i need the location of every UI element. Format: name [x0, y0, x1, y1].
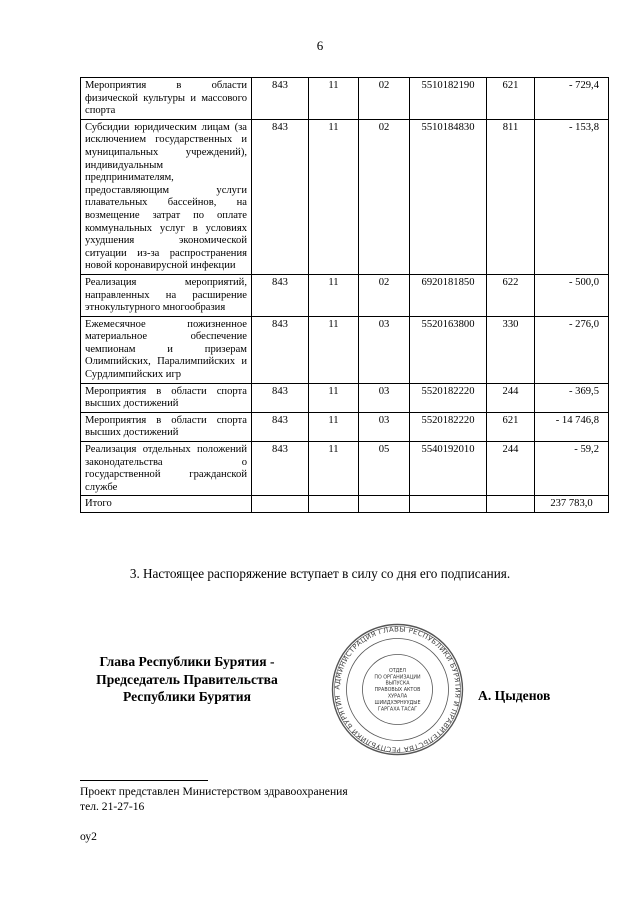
row-target-article: 5520182220 [410, 412, 487, 441]
row-target-article: 5540192010 [410, 442, 487, 496]
row-subsection: 05 [359, 442, 410, 496]
row-amount: - 14 746,8 [535, 412, 609, 441]
row-expense-type: 622 [487, 274, 535, 316]
svg-text:АДМИНИСТРАЦИЯ ГЛАВЫ РЕСПУБЛИКИ: АДМИНИСТРАЦИЯ ГЛАВЫ РЕСПУБЛИКИ БУРЯТИЯ И ПРАВИТЕЛЬСТВА РЕСПУБЛИКИ БУРЯТИЯ [333, 625, 462, 754]
document-code: оу2 [80, 830, 97, 843]
footnote-line: тел. 21-27-16 [80, 800, 145, 813]
row-description: Ежемесячное пожизненное материальное обеспечение чемпионам и призерам Олимпийских, Паралимпийских и Сурдлимпийских игр [81, 316, 252, 383]
total-amount: 237 783,0 [535, 496, 609, 513]
row-amount: - 369,5 [535, 383, 609, 412]
row-section: 11 [309, 119, 359, 274]
row-ministry: 843 [252, 119, 309, 274]
row-description: Субсидии юридическим лицам (за исключением государственных и муниципальных учреждений), индивидуальным предпринимателям, предоставляющим услуги плавательных бассейнов, на возмещение затрат по оплате коммунальных услуг в условиях ухудшения экономической ситуации из-за распространения новой коронавирусной инфекции [81, 119, 252, 274]
row-expense-type: 244 [487, 383, 535, 412]
row-subsection: 02 [359, 78, 410, 120]
row-ministry: 843 [252, 412, 309, 441]
row-amount: - 59,2 [535, 442, 609, 496]
table-row [81, 383, 609, 412]
row-section: 11 [309, 383, 359, 412]
row-amount: - 729,4 [535, 78, 609, 120]
seal-center-line: ХУРАЛА [387, 694, 408, 700]
row-target-article: 5520163800 [410, 316, 487, 383]
table-row [81, 442, 609, 496]
seal-center-line: ОТДЕЛ [388, 668, 407, 674]
row-description: Реализация отдельных положений законодательства о государственной гражданской службе [81, 442, 252, 496]
row-amount: - 153,8 [535, 119, 609, 274]
row-subsection: 03 [359, 383, 410, 412]
signer-title [72, 653, 302, 706]
row-ministry: 843 [252, 383, 309, 412]
seal-center-line: ВЫПУСКА [385, 681, 410, 687]
table-row [81, 316, 609, 383]
row-target-article: 5510182190 [410, 78, 487, 120]
row-ministry: 843 [252, 78, 309, 120]
row-description: Мероприятия в области спорта высших достижений [81, 412, 252, 441]
row-subsection: 02 [359, 119, 410, 274]
row-ministry: 843 [252, 316, 309, 383]
row-section: 11 [309, 274, 359, 316]
seal-center-line: ГАРГАХА ТАСАГ [377, 707, 418, 713]
row-section: 11 [309, 78, 359, 120]
row-description: Мероприятия в области физической культуры и массового спорта [81, 78, 252, 120]
seal-center-line: ПО ОРГАНИЗАЦИИ [374, 675, 421, 681]
signer-title-line: Председатель Правительства [96, 671, 278, 687]
row-expense-type: 244 [487, 442, 535, 496]
row-target-article: 5520182220 [410, 383, 487, 412]
row-amount: - 276,0 [535, 316, 609, 383]
official-seal [330, 622, 465, 757]
footnote-divider [80, 780, 208, 781]
signer-name: А. Цыденов [478, 688, 551, 703]
signer-title-line: Республики Бурятия [122, 689, 251, 704]
row-target-article: 5510184830 [410, 119, 487, 274]
table-row [81, 78, 609, 120]
row-description: Реализация мероприятий, направленных на расширение этнокультурного многообразия [81, 274, 252, 316]
total-label: Итого [81, 496, 252, 513]
row-subsection: 03 [359, 412, 410, 441]
row-subsection: 03 [359, 316, 410, 383]
table-total-row [81, 496, 609, 513]
footnote-line: Проект представлен Министерством здравоохранения [80, 785, 348, 798]
clause-text: 3. Настоящее распоряжение вступает в силу со дня его подписания. [129, 566, 511, 581]
signer-title-line: Глава Республики Бурятия - [99, 654, 275, 669]
row-subsection: 02 [359, 274, 410, 316]
row-amount: - 500,0 [535, 274, 609, 316]
page-number: 6 [316, 38, 324, 53]
seal-center-line: ПРАВОВЫХ АКТОВ [374, 688, 421, 694]
row-ministry: 843 [252, 274, 309, 316]
row-expense-type: 621 [487, 412, 535, 441]
seal-center-line: ШИИДХЭРНУУДЫЕ [374, 700, 421, 706]
row-target-article: 6920181850 [410, 274, 487, 316]
footnote [80, 784, 348, 814]
row-section: 11 [309, 442, 359, 496]
row-expense-type: 811 [487, 119, 535, 274]
row-expense-type: 330 [487, 316, 535, 383]
table-row [81, 412, 609, 441]
budget-table [80, 77, 609, 513]
row-ministry: 843 [252, 442, 309, 496]
row-section: 11 [309, 316, 359, 383]
table-row [81, 274, 609, 316]
table-row [81, 119, 609, 274]
row-expense-type: 621 [487, 78, 535, 120]
row-description: Мероприятия в области спорта высших достижений [81, 383, 252, 412]
row-section: 11 [309, 412, 359, 441]
